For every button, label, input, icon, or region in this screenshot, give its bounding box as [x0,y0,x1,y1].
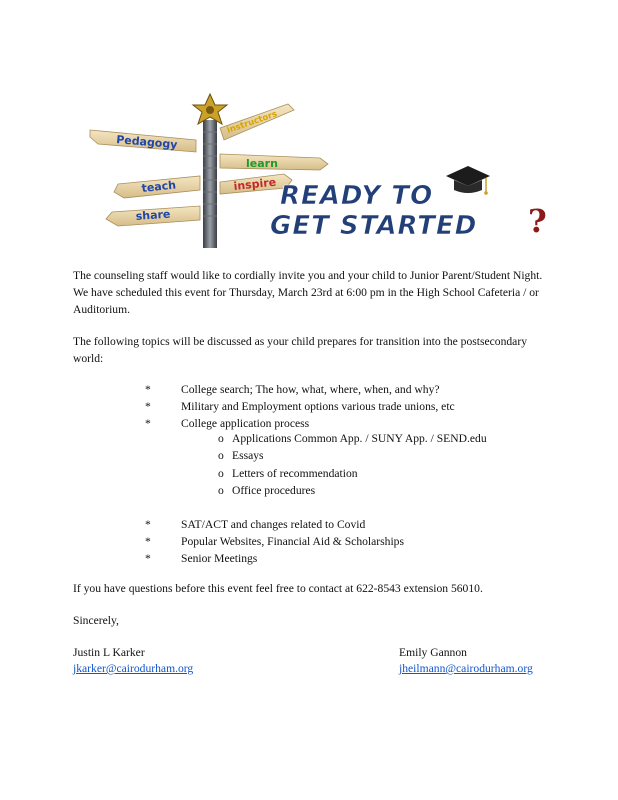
signer-email-link[interactable]: jheilmann@cairodurham.org [399,662,533,675]
topic-text: Popular Websites, Financial Aid & Scholarships [181,535,404,549]
topics-intro: The following topics will be discussed as your child prepares for transition into the postsecondary world: [73,335,527,365]
headline-question-mark: ? [528,202,547,240]
graduation-cap-icon [446,166,490,195]
sub-bullet-marker: o [218,432,224,445]
sign-word-instructors: instructors [225,109,279,136]
sub-bullet-marker: o [218,449,224,463]
list-item [145,381,455,398]
topic-text: Military and Employment options various trade unions, etc [181,400,455,414]
signer-email-link[interactable]: jkarker@cairodurham.org [73,662,194,675]
sub-bullet-marker: o [218,484,224,498]
sign-word-learn: learn [246,157,278,170]
signer-name: Emily Gannon [399,646,467,659]
sign-word-inspire: inspire [232,175,277,193]
list-item [145,550,404,567]
sign-pedagogy [90,130,196,152]
sign-word-pedagogy: Pedagogy [115,133,178,152]
bullet-marker: * [145,417,151,431]
intro-paragraph: The counseling staff would like to cordially invite you and your child to Junior Parent/Student Night. We have scheduled this event for Thursday, March 23rd at 6:00 pm in the High School Cafeteria / or Auditorium. [73,269,543,316]
list-item [145,516,404,533]
signer-right [399,645,533,677]
topic-text: College application process [181,417,310,431]
bullet-marker: * [145,552,151,566]
topics-list-2 [145,516,404,568]
bullet-marker: * [145,535,151,549]
sign-word-teach: teach [140,178,177,195]
list-item [218,447,487,464]
contact-paragraph: If you have questions before this event feel free to contact at 622-8543 extension 56010. [73,582,483,595]
topic-text: College search; The how, what, where, when, and why? [181,383,440,396]
bullet-marker: * [145,518,151,531]
topic-text: Senior Meetings [181,552,258,566]
topic-text: SAT/ACT and changes related to Covid [181,518,366,531]
signpost-pole [203,120,217,248]
sign-learn [220,154,328,170]
sub-bullet-marker: o [218,466,224,480]
subtopics-list [218,430,487,500]
signer-name: Justin L Karker [73,646,145,659]
list-item [145,533,404,550]
list-item [218,482,487,499]
sign-teach [114,176,200,198]
subtopic-text: Essays [232,449,264,463]
list-item [145,398,455,415]
bullet-marker: * [145,383,151,396]
headline-line1: READY TO [280,181,434,211]
subtopic-text: Applications Common App. / SUNY App. / SEND.edu [232,432,487,445]
subtopic-text: Office procedures [232,484,316,498]
sign-share [106,206,200,226]
list-item [218,465,487,482]
list-item [218,430,487,447]
bullet-marker: * [145,400,151,414]
topics-list [145,381,455,433]
headline-line2: GET STARTED [270,211,478,241]
sign-instructors [220,104,294,140]
closing: Sincerely, [73,614,119,627]
header-image [88,92,558,250]
sign-word-share: share [135,207,171,223]
signer-left [73,645,193,677]
star-topper-icon [193,94,227,124]
subtopic-text: Letters of recommendation [232,466,358,480]
